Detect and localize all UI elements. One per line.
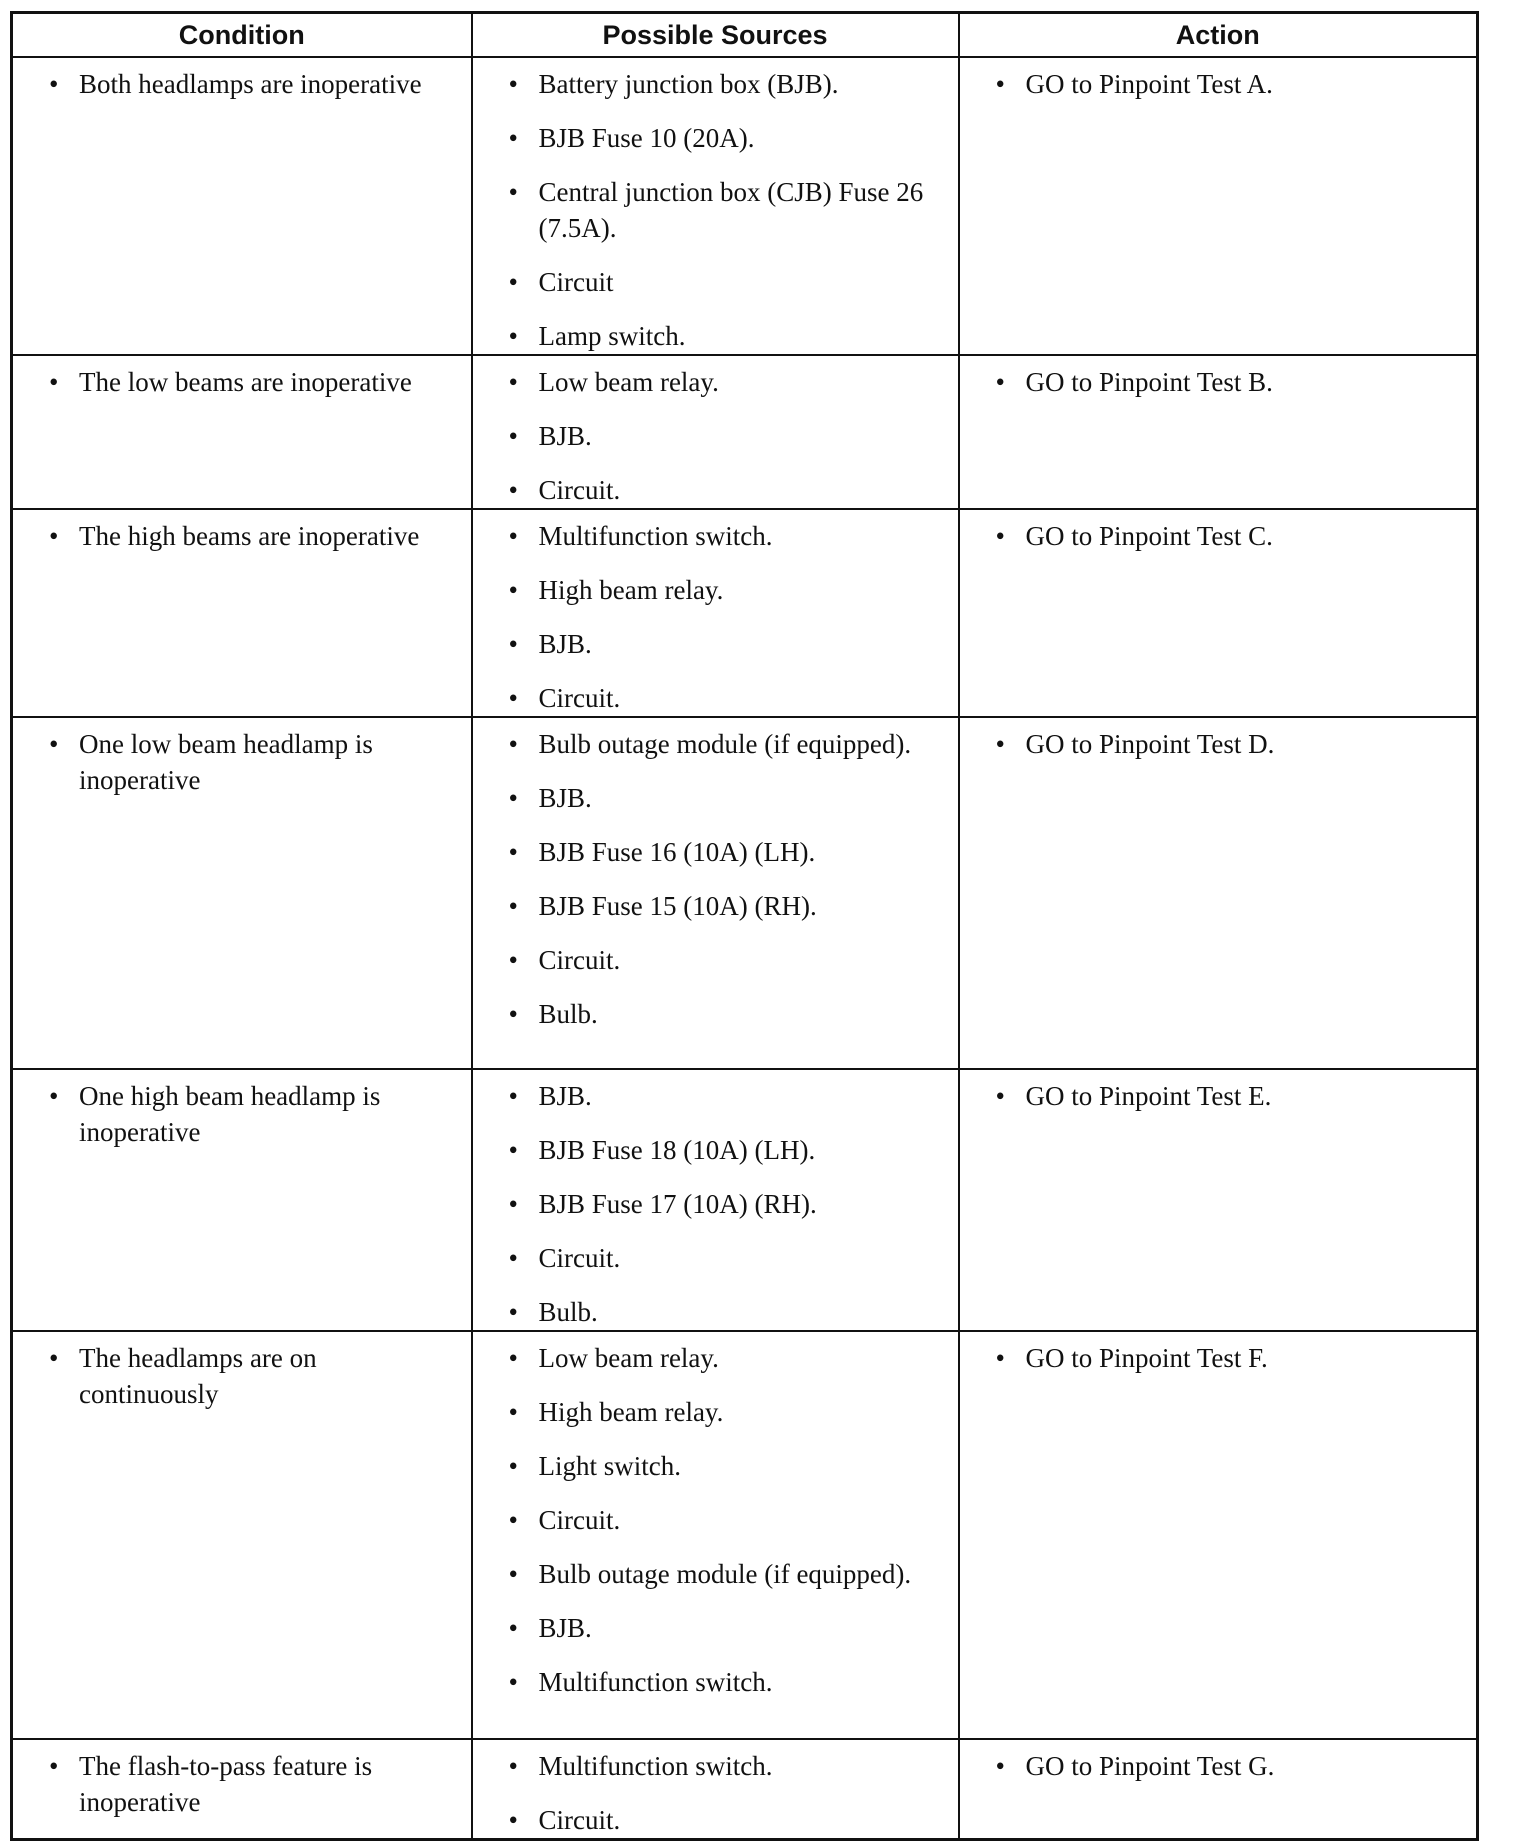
- action-cell: [959, 717, 1478, 1069]
- source-item: • Circuit.: [509, 472, 938, 508]
- sources-cell: [472, 1069, 959, 1331]
- condition-text: • One low beam headlamp is inoperative: [49, 726, 451, 798]
- condition-cell: [12, 1739, 472, 1840]
- sources-cell: [472, 57, 959, 355]
- source-item: • BJB Fuse 18 (10A) (LH).: [509, 1132, 938, 1168]
- source-item: • Low beam relay.: [509, 364, 938, 400]
- table-row: [12, 355, 1478, 509]
- condition-text: • The low beams are inoperative: [49, 364, 451, 400]
- source-item: • Multifunction switch.: [509, 1748, 938, 1784]
- sources-cell: [472, 1739, 959, 1840]
- source-item: • BJB Fuse 10 (20A).: [509, 120, 938, 156]
- action-text: • GO to Pinpoint Test B.: [996, 364, 1457, 400]
- header-possible-sources: Possible Sources: [472, 13, 959, 58]
- condition-cell: [12, 355, 472, 509]
- source-item: • BJB Fuse 15 (10A) (RH).: [509, 888, 938, 924]
- diagnostic-table: [10, 11, 1479, 1841]
- condition-cell: [12, 509, 472, 717]
- action-text: • GO to Pinpoint Test E.: [996, 1078, 1457, 1114]
- table-row: [12, 1069, 1478, 1331]
- source-item: • BJB.: [509, 1078, 938, 1114]
- source-item: • BJB.: [509, 418, 938, 454]
- action-text: • GO to Pinpoint Test G.: [996, 1748, 1457, 1784]
- action-text: • GO to Pinpoint Test C.: [996, 518, 1457, 554]
- source-item: • Circuit.: [509, 1240, 938, 1276]
- action-text: • GO to Pinpoint Test F.: [996, 1340, 1457, 1376]
- sources-cell: [472, 717, 959, 1069]
- table-row: [12, 1331, 1478, 1739]
- action-cell: [959, 1739, 1478, 1840]
- source-item: • Circuit.: [509, 680, 938, 716]
- source-item: • Circuit.: [509, 942, 938, 978]
- sources-cell: [472, 355, 959, 509]
- source-item: • BJB.: [509, 1610, 938, 1646]
- source-item: • Central junction box (CJB) Fuse 26 (7.5A).: [509, 174, 938, 246]
- source-item: • Lamp switch.: [509, 318, 938, 354]
- condition-text: • The high beams are inoperative: [49, 518, 451, 554]
- header-action: Action: [959, 13, 1478, 58]
- action-text: • GO to Pinpoint Test A.: [996, 66, 1457, 102]
- condition-cell: [12, 57, 472, 355]
- header-row: [12, 13, 1478, 58]
- source-item: • Bulb.: [509, 1294, 938, 1330]
- source-item: • High beam relay.: [509, 572, 938, 608]
- sources-cell: [472, 509, 959, 717]
- table-row: [12, 57, 1478, 355]
- sources-cell: [472, 1331, 959, 1739]
- condition-text: • Both headlamps are inoperative: [49, 66, 451, 102]
- source-item: • Bulb outage module (if equipped).: [509, 726, 938, 762]
- header-condition: Condition: [12, 13, 472, 58]
- action-text: • GO to Pinpoint Test D.: [996, 726, 1457, 762]
- source-item: • Light switch.: [509, 1448, 938, 1484]
- action-cell: [959, 1069, 1478, 1331]
- source-item: • Bulb outage module (if equipped).: [509, 1556, 938, 1592]
- condition-text: • The headlamps are on continuously: [49, 1340, 451, 1412]
- source-item: • BJB Fuse 16 (10A) (LH).: [509, 834, 938, 870]
- source-item: • Battery junction box (BJB).: [509, 66, 938, 102]
- source-item: • Multifunction switch.: [509, 518, 938, 554]
- source-item: • Circuit: [509, 264, 938, 300]
- source-item: • BJB Fuse 17 (10A) (RH).: [509, 1186, 938, 1222]
- action-cell: [959, 57, 1478, 355]
- source-item: • Low beam relay.: [509, 1340, 938, 1376]
- source-item: • Multifunction switch.: [509, 1664, 938, 1700]
- condition-cell: [12, 1331, 472, 1739]
- condition-cell: [12, 1069, 472, 1331]
- source-item: • Circuit.: [509, 1502, 938, 1538]
- source-item: • High beam relay.: [509, 1394, 938, 1430]
- source-item: • BJB.: [509, 780, 938, 816]
- action-cell: [959, 509, 1478, 717]
- table-row: [12, 509, 1478, 717]
- source-item: • BJB.: [509, 626, 938, 662]
- action-cell: [959, 355, 1478, 509]
- source-item: • Bulb.: [509, 996, 938, 1032]
- action-cell: [959, 1331, 1478, 1739]
- condition-text: • One high beam headlamp is inoperative: [49, 1078, 451, 1150]
- table-row: [12, 717, 1478, 1069]
- table-row: [12, 1739, 1478, 1840]
- source-item: • Circuit.: [509, 1802, 938, 1838]
- condition-cell: [12, 717, 472, 1069]
- condition-text: • The flash-to-pass feature is inoperative: [49, 1748, 451, 1820]
